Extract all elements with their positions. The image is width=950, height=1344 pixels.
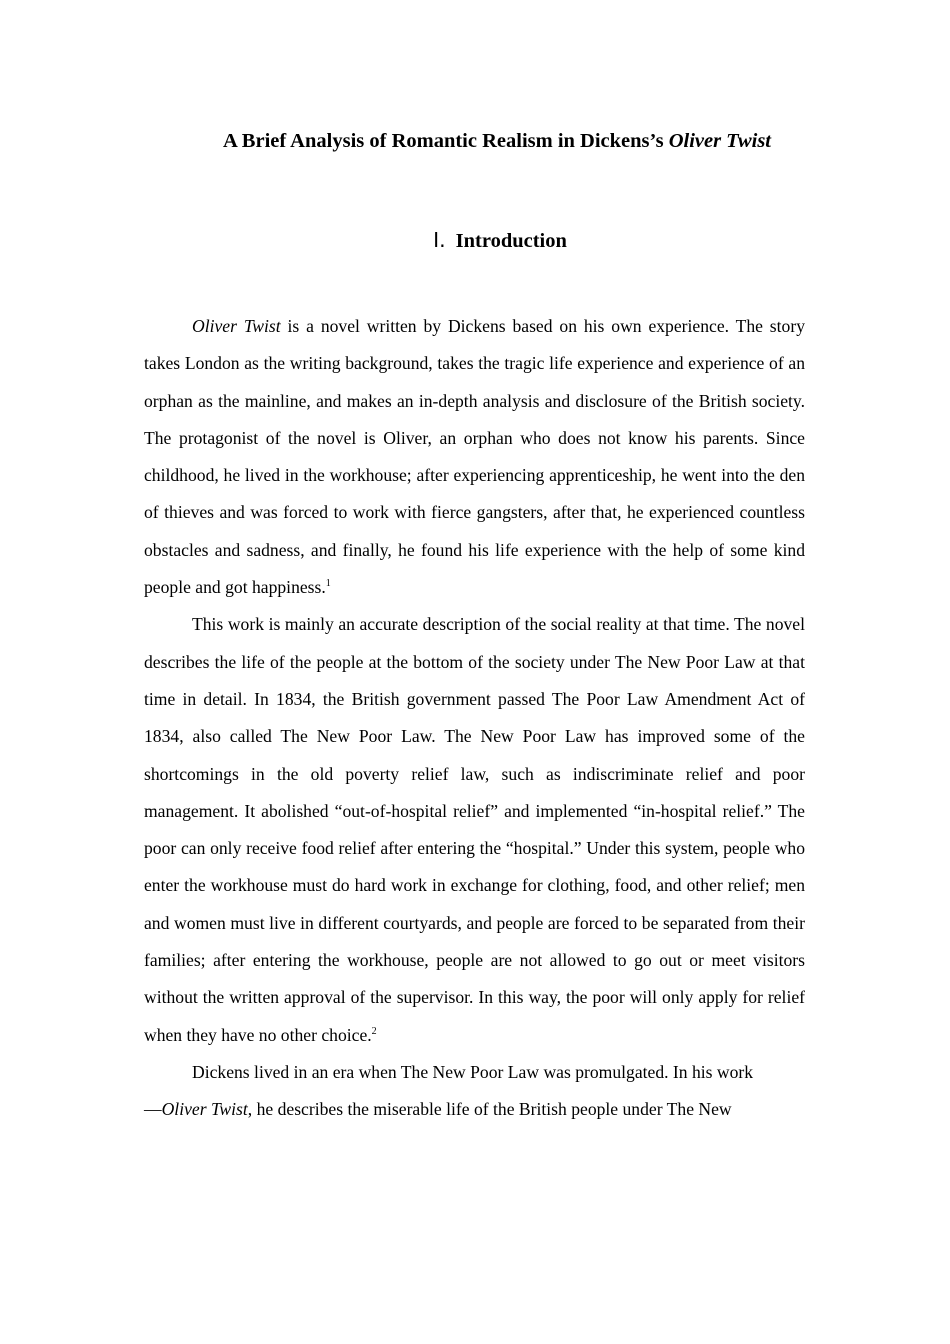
paragraph-3-continued — [144, 1091, 805, 1128]
paragraph-2-text: This work is mainly an accurate description of the social reality at that time. The novel describes the life of the people at the bottom of the society under The New Poor Law at that time in detail. In 1834, the British government passed The Poor Law Amendment Act of 1834, also called The New Poor Law. The New Poor Law has improved some of the shortcomings in the old poverty relief law, such as indiscriminate relief and poor management. It abolished “out-of-hospital relief” and implemented “in-hospital relief.” The poor can only receive food relief after entering the “hospital.” Under this system, people who enter the workhouse must do hard work in exchange for clothing, food, and other relief; men and women must live in different courtyards, and people are forced to be separated from their families; after entering the workhouse, people are not allowed to go out or meet visitors without the written approval of the supervisor. In this way, the poor will only apply for relief when they have no other choice. — [144, 614, 805, 1045]
paragraph-3-rest: , he describes the miserable life of the British people under The New — [247, 1099, 732, 1120]
paragraph-3-dash: — — [144, 1099, 162, 1120]
footnote-marker-1: 1 — [325, 578, 331, 590]
section-heading — [144, 226, 850, 255]
section-number: Ⅰ. — [433, 228, 446, 252]
paper-title-text: A Brief Analysis of Romantic Realism in Dickens’s — [223, 130, 669, 152]
paper-title-italic: Oliver Twist — [668, 130, 771, 152]
paragraph-3-line1: Dickens lived in an era when The New Poor Law was promulgated. In his work — [192, 1061, 754, 1082]
paper-title — [144, 128, 850, 154]
paragraph-1-text: is a novel written by Dickens based on his own experience. The story takes London as the writing background, takes the tragic life experience and experience of an orphan as the mainline, and makes an in-depth analysis and disclosure of the British society. The protagonist of the novel is Oliver, an orphan who does not know his parents. Since childhood, he lived in the workhouse; after experiencing apprenticeship, he went into the den of thieves and was forced to work with fierce gangsters, after that, he experienced countless obstacles and sadness, and finally, he found his life experience with the help of some kind people and got happiness. — [144, 316, 805, 598]
paragraph-1 — [144, 308, 805, 606]
paragraph-2 — [144, 606, 805, 1054]
footnote-marker-2: 2 — [371, 1025, 377, 1037]
paragraph-1-italic: Oliver Twist — [192, 316, 281, 336]
section-title: Introduction — [455, 230, 567, 252]
body-text — [144, 308, 805, 1129]
paragraph-3-italic: Oliver Twist — [161, 1099, 248, 1120]
paragraph-3 — [144, 1054, 805, 1091]
